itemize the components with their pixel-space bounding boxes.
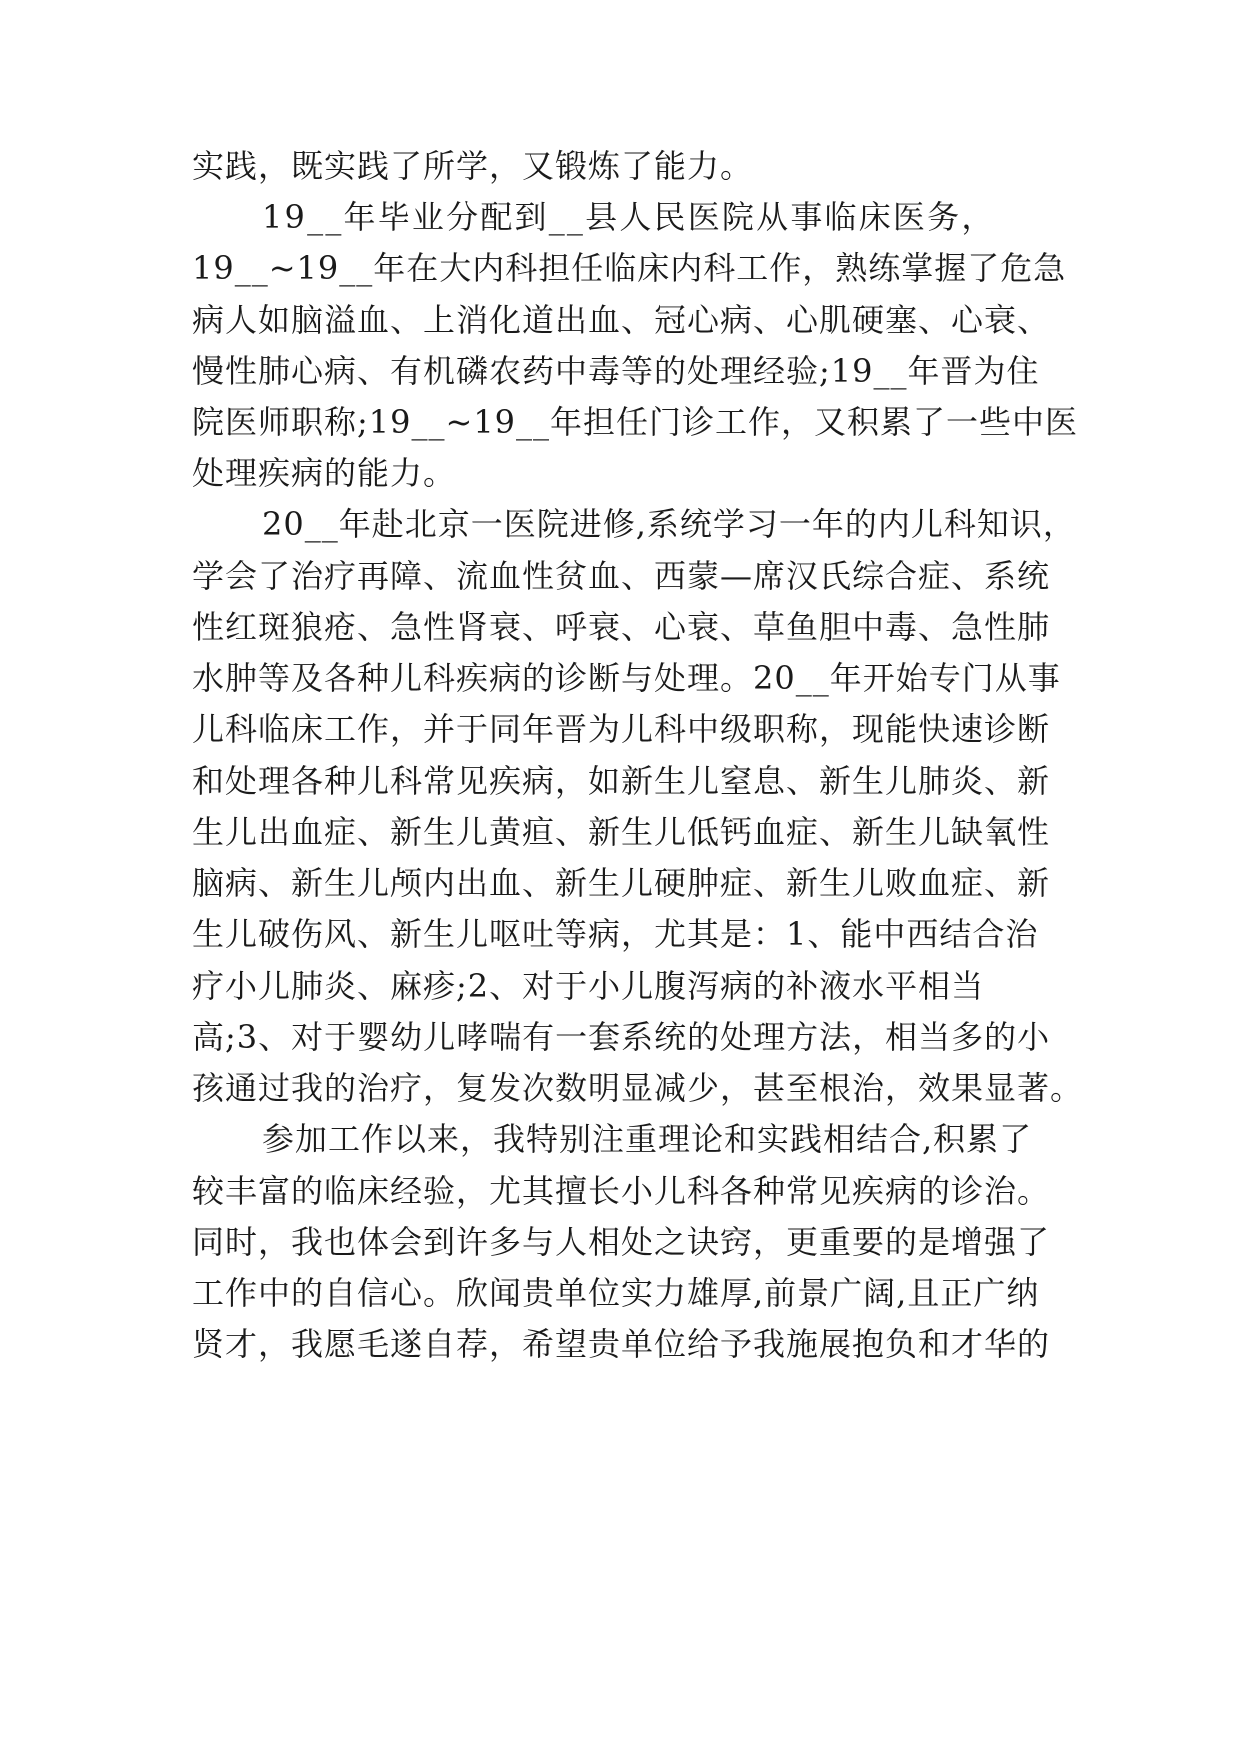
text-line: 孩通过我的治疗，复发次数明显减少，甚至根治，效果显著。	[192, 1069, 1084, 1107]
paragraph-start-line: 19__年毕业分配到__县人民医院从事临床医务，	[262, 198, 996, 236]
paragraph-start-line: 20__年赴北京一医院进修,系统学习一年的内儿科知识，	[262, 505, 1076, 543]
text-line: 高;3、对于婴幼儿哮喘有一套系统的处理方法，相当多的小	[192, 1018, 1051, 1056]
text-line: 疗小儿肺炎、麻疹;2、对于小儿腹泻病的补液水平相当	[192, 967, 985, 1005]
text-line: 工作中的自信心。欣闻贵单位实力雄厚,前景广阔,且正广纳	[192, 1274, 1040, 1312]
text-line: 较丰富的临床经验，尤其擅长小儿科各种常见疾病的诊治。	[192, 1172, 1051, 1210]
text-line: 和处理各种儿科常见疾病，如新生儿窒息、新生儿肺炎、新	[192, 762, 1051, 800]
text-line: 生儿出血症、新生儿黄疸、新生儿低钙血症、新生儿缺氧性	[192, 813, 1051, 851]
text-line: 19__~19__年在大内科担任临床内科工作，熟练掌握了危急	[192, 249, 1067, 287]
text-line: 处理疾病的能力。	[192, 454, 457, 492]
text-line: 慢性肺心病、有机磷农药中毒等的处理经验;19__年晋为住	[192, 352, 1040, 390]
text-line: 生儿破伤风、新生儿呕吐等病，尤其是：1、能中西结合治	[192, 915, 1039, 953]
paragraph-start-line: 参加工作以来，我特别注重理论和实践相结合,积累了	[262, 1120, 1033, 1158]
text-line: 儿科临床工作，并于同年晋为儿科中级职称，现能快速诊断	[192, 710, 1051, 748]
text-line: 病人如脑溢血、上消化道出血、冠心病、心肌硬塞、心衰、	[192, 301, 1051, 339]
text-line: 水肿等及各种儿科疾病的诊断与处理。20__年开始专门从事	[192, 659, 1061, 697]
text-line: 实践，既实践了所学，又锻炼了能力。	[192, 147, 754, 185]
text-line: 贤才，我愿毛遂自荐，希望贵单位给予我施展抱负和才华的	[192, 1325, 1051, 1363]
text-line: 脑病、新生儿颅内出血、新生儿硬肿症、新生儿败血症、新	[192, 864, 1051, 902]
text-line: 同时，我也体会到许多与人相处之诀窍，更重要的是增强了	[192, 1223, 1051, 1261]
text-line: 院医师职称;19__~19__年担任门诊工作，又积累了一些中医	[192, 403, 1079, 441]
text-line: 性红斑狼疮、急性肾衰、呼衰、心衰、草鱼胆中毒、急性肺	[192, 608, 1051, 646]
text-line: 学会了治疗再障、流血性贫血、西蒙—席汉氏综合症、系统	[192, 557, 1051, 595]
